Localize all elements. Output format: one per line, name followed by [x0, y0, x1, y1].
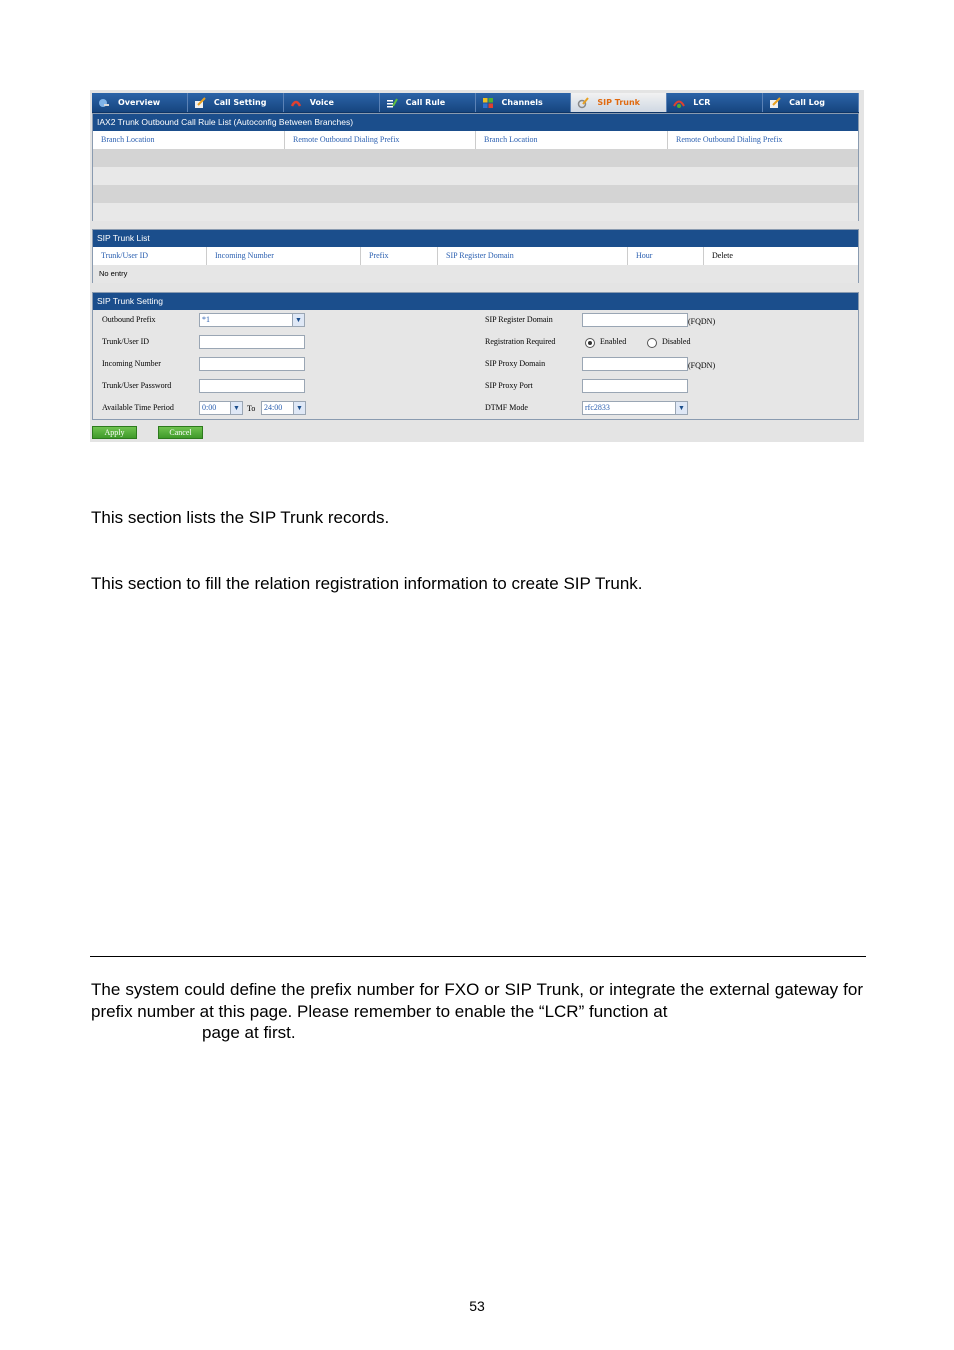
tab-channels[interactable] — [476, 93, 572, 112]
tab-label: Channels — [501, 98, 543, 107]
page-number: 53 — [469, 1298, 485, 1314]
tab-sip-trunk[interactable] — [571, 93, 667, 112]
disabled-label: Disabled — [662, 337, 691, 346]
pbx-web-ui — [90, 90, 864, 442]
lcr-icon — [673, 97, 685, 109]
voice-icon — [290, 97, 302, 109]
time-from-value: 0:00 — [202, 403, 217, 412]
column-header: Hour — [628, 247, 704, 265]
paragraph-lcr — [91, 979, 863, 1023]
table-row — [93, 203, 858, 221]
column-header-delete: Delete — [712, 251, 733, 260]
outbound-prefix-label: Outbound Prefix — [102, 315, 156, 324]
column-header: Remote Outbound Dialing Prefix — [285, 131, 476, 149]
tab-label: Overview — [118, 98, 161, 107]
tab-overview[interactable] — [92, 93, 188, 112]
sip-trunk-setting-title: SIP Trunk Setting — [93, 293, 858, 310]
channels-icon — [482, 97, 494, 109]
tab-call-setting[interactable] — [188, 93, 284, 112]
proxy-domain-input[interactable] — [582, 357, 688, 371]
call-setting-icon — [194, 97, 206, 109]
apply-button[interactable]: Apply — [92, 426, 137, 439]
column-header: Remote Outbound Dialing Prefix — [676, 135, 783, 144]
outbound-prefix-value: *1 — [202, 315, 210, 324]
time-period-label: Available Time Period — [102, 403, 174, 412]
tab-voice[interactable] — [284, 93, 380, 112]
proxy-port-input[interactable] — [582, 379, 688, 393]
trunk-password-input[interactable] — [199, 379, 305, 393]
fqdn-hint: (FQDN) — [688, 361, 716, 370]
cancel-button[interactable]: Cancel — [158, 426, 203, 439]
time-to-value: 24:00 — [264, 403, 283, 412]
paragraph-lcr-end: page at first. — [202, 1023, 296, 1042]
proxy-domain-label: SIP Proxy Domain — [485, 359, 546, 368]
register-domain-label: SIP Register Domain — [485, 315, 553, 324]
trunk-user-id-label: Trunk/User ID — [102, 337, 150, 346]
tab-bar — [92, 93, 859, 113]
table-row — [93, 167, 858, 185]
overview-icon — [98, 97, 110, 109]
table-row — [93, 149, 858, 167]
sip-trunk-list-panel — [92, 229, 859, 283]
tab-label: Voice — [309, 98, 334, 107]
chevron-down-icon: ▼ — [230, 402, 242, 414]
paragraph-trunk-setting: This section to fill the relation registration information to create SIP Trunk. — [91, 574, 643, 593]
enabled-label: Enabled — [600, 337, 627, 346]
fqdn-hint: (FQDN) — [688, 317, 716, 326]
section-divider — [90, 956, 866, 957]
column-header: Branch Location — [476, 131, 668, 149]
column-header: Trunk/User ID — [93, 247, 207, 265]
column-header: Prefix — [361, 247, 438, 265]
empty-list-message: No entry — [93, 265, 858, 283]
dtmf-mode-select[interactable] — [582, 401, 688, 415]
to-label: To — [247, 404, 256, 413]
registration-enabled-radio[interactable] — [585, 338, 595, 348]
time-from-select[interactable] — [199, 401, 243, 415]
chevron-down-icon: ▼ — [675, 402, 687, 414]
tab-label: SIP Trunk — [597, 98, 640, 107]
iax2-column-headers — [93, 131, 858, 149]
chevron-down-icon: ▼ — [293, 402, 305, 414]
incoming-number-input[interactable] — [199, 357, 305, 371]
dtmf-mode-value: rfc2833 — [585, 403, 610, 412]
column-header: SIP Register Domain — [438, 247, 628, 265]
column-header: Branch Location — [93, 131, 285, 149]
table-row — [93, 185, 858, 203]
call-log-icon — [769, 97, 781, 109]
proxy-port-label: SIP Proxy Port — [485, 381, 533, 390]
outbound-prefix-select[interactable] — [199, 313, 305, 327]
tab-lcr[interactable] — [667, 93, 763, 112]
iax2-rule-panel — [92, 113, 859, 221]
tab-call-log[interactable] — [763, 93, 859, 112]
registration-disabled-radio[interactable] — [647, 338, 657, 348]
dtmf-mode-label: DTMF Mode — [485, 403, 528, 412]
chevron-down-icon: ▼ — [292, 314, 304, 326]
sip-trunk-icon — [577, 97, 589, 109]
paragraph-lcr-text: The system could define the prefix number for FXO or SIP Trunk, or integrate the external gateway for prefix number at this page. Please remember to enable the “LCR” function at — [91, 980, 863, 1021]
trunk-user-id-input[interactable] — [199, 335, 305, 349]
trunk-password-label: Trunk/User Password — [102, 381, 172, 390]
iax2-panel-title: IAX2 Trunk Outbound Call Rule List (Autoconfig Between Branches) — [93, 114, 858, 131]
register-domain-input[interactable] — [582, 313, 688, 327]
tab-label: Call Log — [789, 98, 825, 107]
tab-label: LCR — [693, 98, 711, 107]
registration-required-label: Registration Required — [485, 337, 556, 346]
tab-label: Call Rule — [405, 98, 446, 107]
sip-trunk-list-headers — [93, 247, 858, 265]
time-to-select[interactable] — [261, 401, 306, 415]
tab-label: Call Setting — [213, 98, 267, 107]
paragraph-trunk-list: This section lists the SIP Trunk records. — [91, 508, 390, 527]
sip-trunk-list-title: SIP Trunk List — [93, 230, 858, 247]
call-rule-icon — [386, 97, 398, 109]
column-header: Incoming Number — [207, 247, 361, 265]
tab-call-rule[interactable] — [380, 93, 476, 112]
incoming-number-label: Incoming Number — [102, 359, 161, 368]
